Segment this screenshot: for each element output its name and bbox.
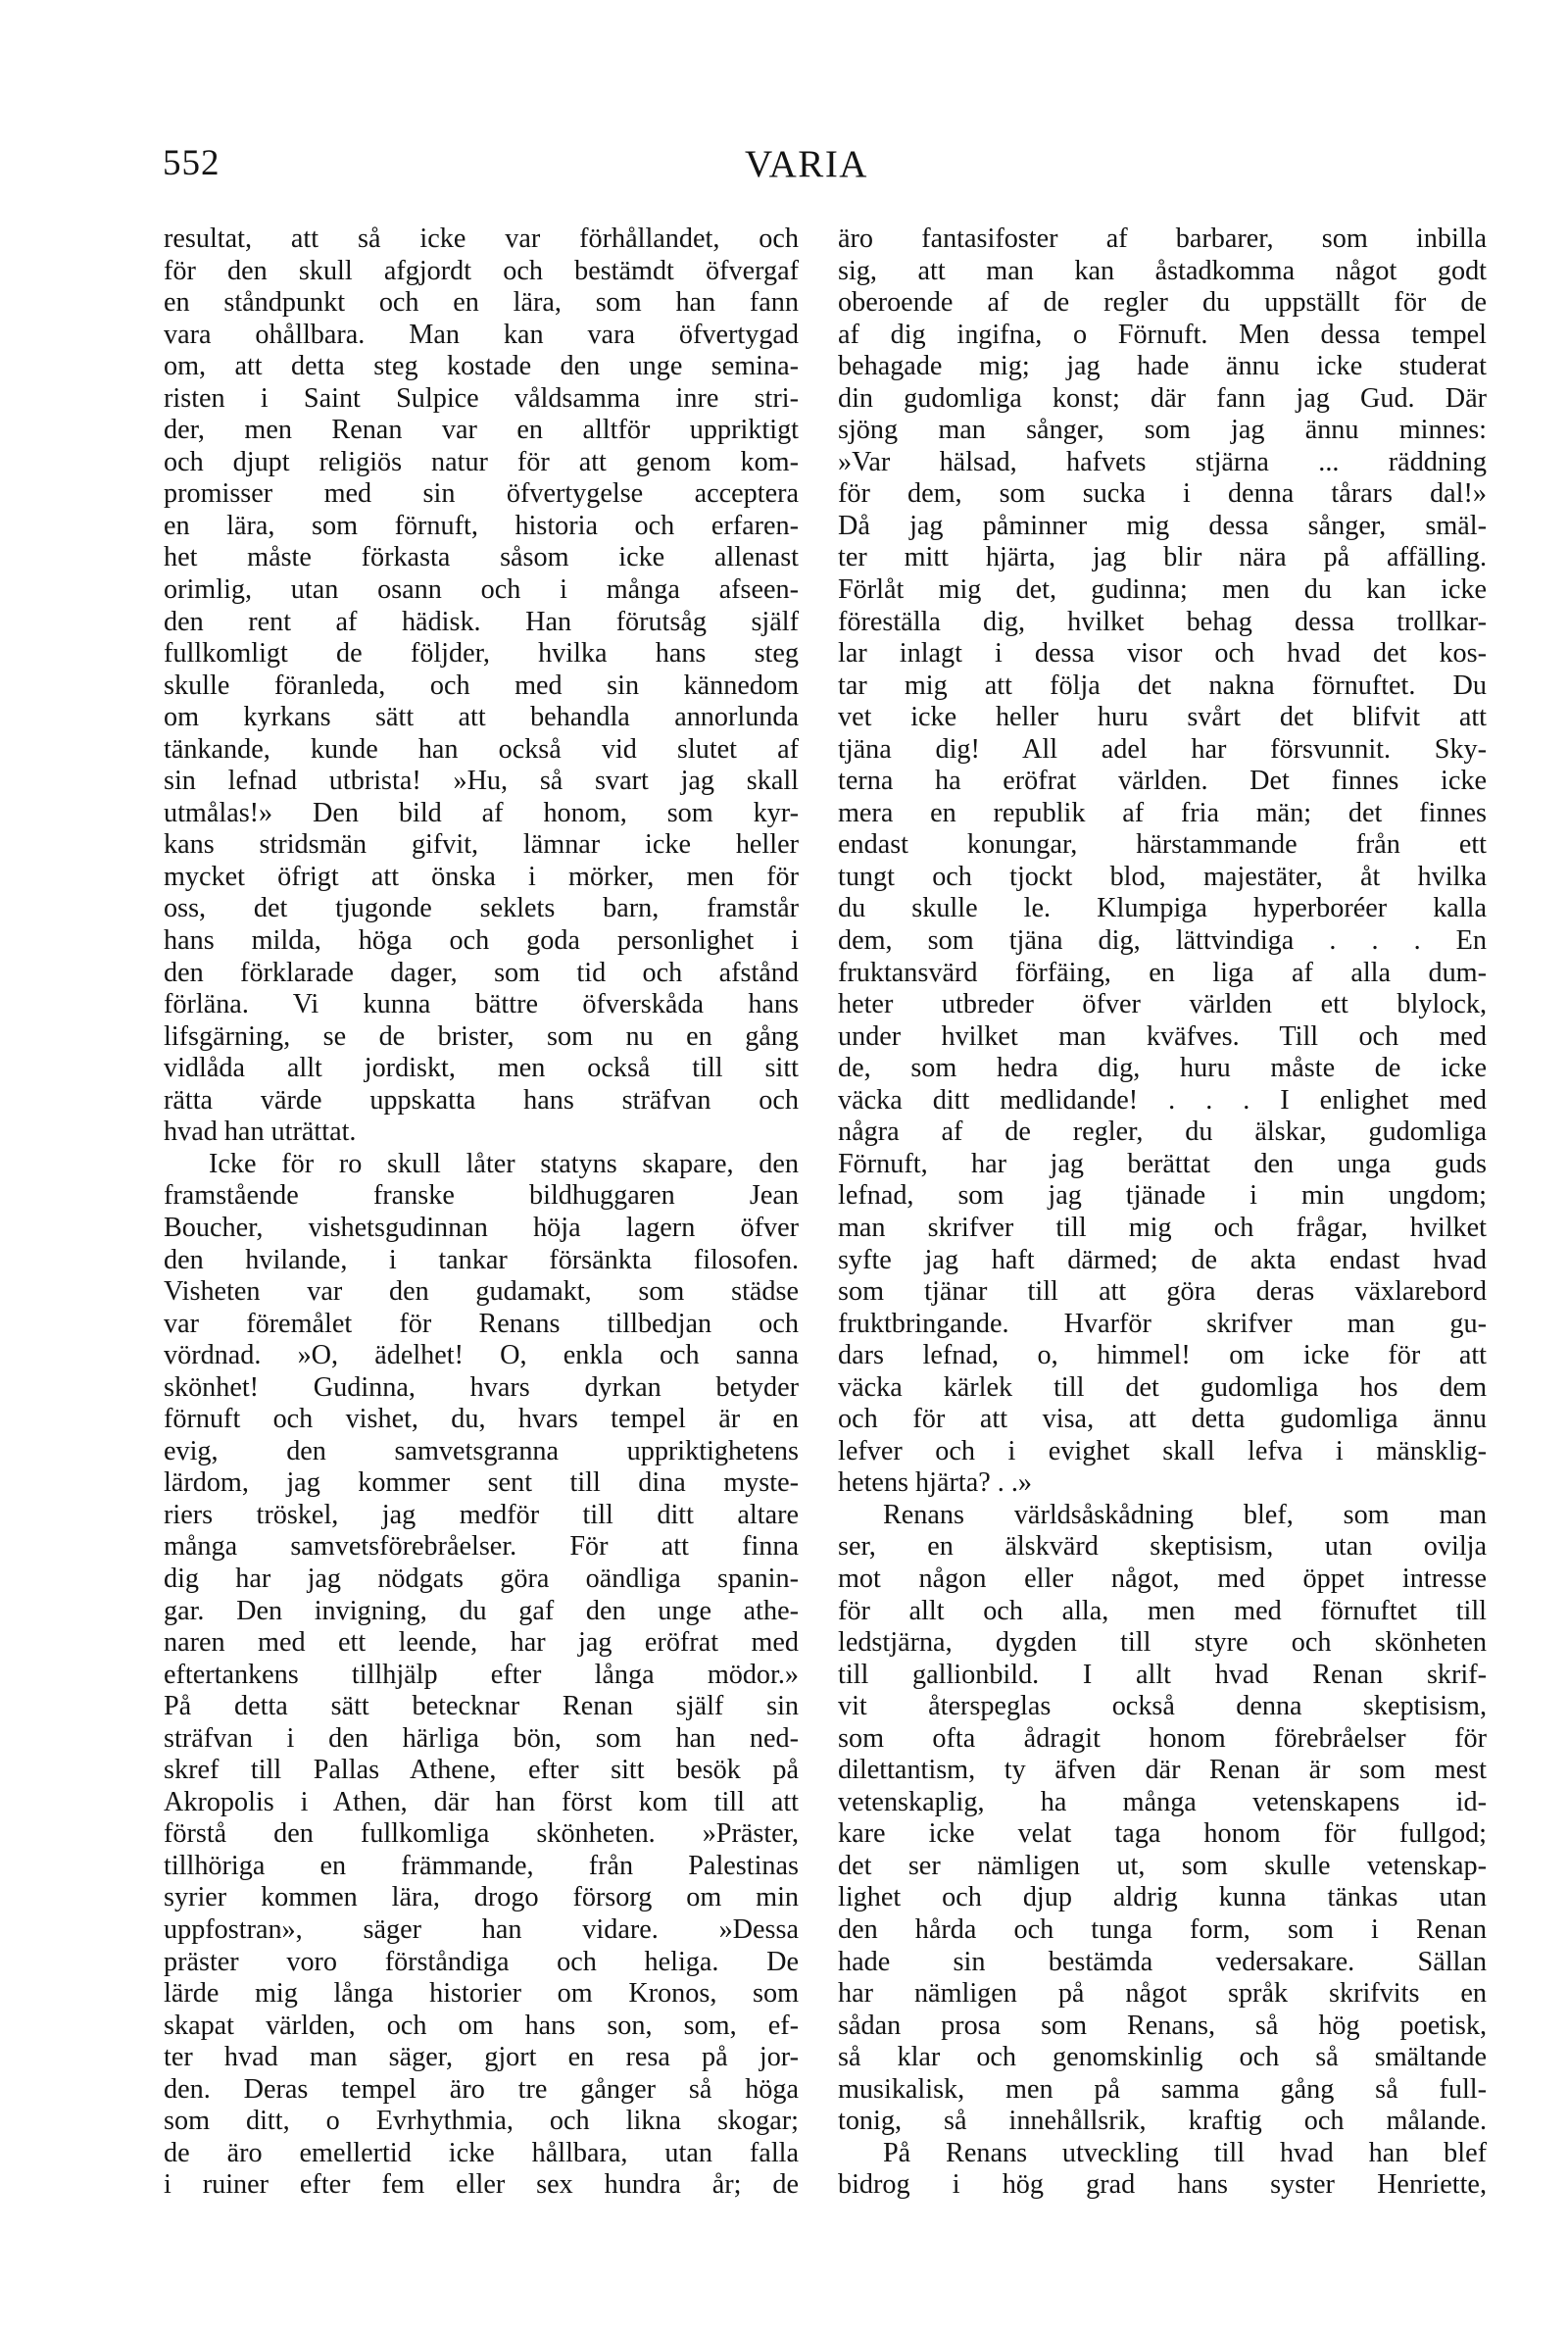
text-line: hetens hjärta? . .» [838, 1467, 1033, 1499]
text-line: framstående franske bildhuggaren Jean [164, 1180, 799, 1212]
text-line: många samvetsförebråelser. För att finna [164, 1531, 799, 1563]
text-line: kans stridsmän gifvit, lämnar icke heller [164, 829, 799, 861]
text-line: mera en republik af fria män; det finnes [838, 797, 1487, 828]
text-line: och djupt religiös natur för att genom kom- [164, 446, 799, 477]
text-line: ser, en älskvärd skeptisism, utan ovilja [838, 1531, 1487, 1563]
text-line: sådan prosa som Renans, så hög poetisk, [838, 2010, 1487, 2041]
text-line: riers tröskel, jag medför till ditt altare [164, 1499, 799, 1530]
text-line: väcka ditt medlidande! . . . I enlighet med [838, 1084, 1487, 1116]
text-line: sträfvan i den härliga bön, som han ned- [164, 1722, 799, 1754]
text-line: Då jag påminner mig dessa sånger, smäl- [838, 510, 1487, 541]
text-line: förnuft och vishet, du, hvars tempel är en [164, 1404, 799, 1435]
text-line: det ser nämligen ut, som skulle vetenskap- [838, 1850, 1487, 1881]
text-line: orimlig, utan osann och i många afseen- [164, 574, 799, 606]
text-line: dilettantism, ty äfven där Renan är som mest [838, 1755, 1487, 1786]
text-line: Renans världsåskådning blef, som man [883, 1499, 1487, 1530]
text-line: tungt och tjockt blod, majestäter, åt hvilka [838, 861, 1487, 892]
text-line: endast konungar, härstammande från ett [838, 829, 1487, 861]
text-line: som tjänar till att göra deras växlarebord [838, 1276, 1487, 1308]
text-line: vet icke heller huru svårt det blifvit att [838, 702, 1487, 733]
text-line: syrier kommen lära, drogo försorg om min [164, 1882, 799, 1913]
text-line: Förlåt mig det, gudinna; men du kan icke [838, 574, 1487, 606]
text-line: sin lefnad utbrista! »Hu, så svart jag skall [164, 766, 799, 797]
text-line: under hvilket man kväfves. Till och med [838, 1020, 1487, 1052]
text-line: dem, som tjäna dig, lättvindiga . . . En [838, 925, 1487, 957]
text-line: Förnuft, har jag berättat den unga guds [838, 1148, 1487, 1179]
text-line: för allt och alla, men med förnuftet till [838, 1595, 1487, 1626]
text-line: eftertankens tillhjälp efter långa mödor.» [164, 1659, 799, 1690]
text-line: utmålas!» Den bild af honom, som kyr- [164, 797, 799, 828]
text-line: af dig ingifna, o Förnuft. Men dessa tempel [838, 319, 1487, 350]
text-line: Akropolis i Athen, där han först kom till att [164, 1786, 799, 1817]
text-line: tjäna dig! All adel har försvunnit. Sky- [838, 733, 1487, 765]
text-line: mycket öfrigt att önska i mörker, men för [164, 861, 799, 892]
text-line: hvad han uträttat. [164, 1117, 357, 1148]
text-line: tonig, så innehållsrik, kraftig och målande. [838, 2106, 1487, 2137]
text-line: ter hvad man säger, gjort en resa på jor- [164, 2042, 799, 2073]
text-line: bidrog i hög grad hans syster Henriette, [838, 2169, 1487, 2201]
page-number: 552 [163, 143, 220, 183]
text-line: väcka kärlek till det gudomliga hos dem [838, 1371, 1487, 1403]
text-line: föreställa dig, hvilket behag dessa trollkar- [838, 606, 1487, 637]
text-line: fruktansvärd förfäing, en liga af alla dum- [838, 957, 1487, 988]
text-line: kare icke velat taga honom för fullgod; [838, 1818, 1487, 1850]
text-line: sjöng man sånger, som jag ännu minnes: [838, 415, 1487, 446]
text-line: Visheten var den gudamakt, som städse [164, 1276, 799, 1308]
text-line: vit återspeglas också denna skeptisism, [838, 1691, 1487, 1722]
text-line: för dem, som sucka i denna tårars dal!» [838, 478, 1487, 510]
text-line: skref till Pallas Athene, efter sitt besök på [164, 1755, 799, 1786]
text-line: vidlåda allt jordiskt, men också till sitt [164, 1053, 799, 1084]
text-line: tänkande, kunde han också vid slutet af [164, 733, 799, 765]
text-line: en lära, som förnuft, historia och erfaren- [164, 510, 799, 541]
text-line: vara ohållbara. Man kan vara öfvertygad [164, 319, 799, 350]
text-line: den förklarade dager, som tid och afstånd [164, 957, 799, 988]
text-line: vördnad. »O, ädelhet! O, enkla och sanna [164, 1340, 799, 1371]
text-line: äro fantasifoster af barbarer, som inbilla [838, 223, 1487, 254]
text-line: har nämligen på något språk skrifvits en [838, 1978, 1487, 2010]
text-line: der, men Renan var en alltför uppriktigt [164, 415, 799, 446]
text-line: i ruiner efter fem eller sex hundra år; de [164, 2169, 799, 2201]
text-line: oss, det tjugonde seklets barn, framstår [164, 893, 799, 924]
text-line: fullkomligt de följder, hvilka hans steg [164, 638, 799, 670]
text-line: mot någon eller något, med öppet intresse [838, 1563, 1487, 1594]
text-line: för den skull afgjordt och bestämdt öfvergaf [164, 255, 799, 286]
text-line: musikalisk, men på samma gång så full- [838, 2073, 1487, 2105]
text-line: naren med ett leende, har jag eröfrat med [164, 1627, 799, 1659]
text-line: lärdom, jag kommer sent till dina myste- [164, 1467, 799, 1499]
text-line: risten i Saint Sulpice våldsamma inre stri- [164, 382, 799, 414]
text-line: hade sin bestämda vedersakare. Sällan [838, 1946, 1487, 1977]
text-line: var föremålet för Renans tillbedjan och [164, 1308, 799, 1339]
text-line: resultat, att så icke var förhållandet, och [164, 223, 799, 254]
text-line: en ståndpunkt och en lära, som han fann [164, 287, 799, 319]
text-line: som ofta ådragit honom förebråelser för [838, 1722, 1487, 1754]
text-line: förstå den fullkomliga skönheten. »Präster, [164, 1818, 799, 1850]
text-line: ledstjärna, dygden till styre och skönheten [838, 1627, 1487, 1659]
text-line: den hvilande, i tankar försänkta filosofen. [164, 1244, 799, 1275]
text-line: skulle föranleda, och med sin kännedom [164, 670, 799, 701]
text-line: hans milda, höga och goda personlighet i [164, 925, 799, 957]
text-line: din gudomliga konst; där fann jag Gud. Där [838, 382, 1487, 414]
text-line: Boucher, vishetsgudinnan höja lagern öfver [164, 1212, 799, 1243]
left-column [164, 223, 799, 2202]
text-line: och för att visa, att detta gudomliga ännu [838, 1404, 1487, 1435]
text-line: uppfostran», säger han vidare. »Dessa [164, 1913, 799, 1945]
running-head: VARIA [745, 143, 868, 185]
text-line: gar. Den invigning, du gaf den unge athe- [164, 1595, 799, 1626]
text-line: syfte jag haft därmed; de akta endast hvad [838, 1244, 1487, 1275]
text-line: sig, att man kan åstadkomma något godt [838, 255, 1487, 286]
text-line: heter utbreder öfver världen ett blylock, [838, 989, 1487, 1020]
text-line: den. Deras tempel äro tre gånger så höga [164, 2073, 799, 2105]
text-line: lifsgärning, se de brister, som nu en gång [164, 1020, 799, 1052]
text-line: präster voro förståndiga och heliga. De [164, 1946, 799, 1977]
text-line: lefver och i evighet skall lefva i mänsklig- [838, 1435, 1487, 1466]
text-line: »Var hälsad, hafvets stjärna ... räddning [838, 446, 1487, 477]
text-line: ter mitt hjärta, jag blir nära på affälling. [838, 542, 1487, 573]
text-line: den rent af hädisk. Han förutsåg själf [164, 606, 799, 637]
text-line: förläna. Vi kunna bättre öfverskåda hans [164, 989, 799, 1020]
text-line: rätta värde uppskatta hans sträfvan och [164, 1084, 799, 1116]
text-line: skapat världen, och om hans son, som, ef- [164, 2010, 799, 2041]
text-line: skönhet! Gudinna, hvars dyrkan betyder [164, 1371, 799, 1403]
text-line: den hårda och tunga form, som i Renan [838, 1913, 1487, 1945]
text-line: Icke för ro skull låter statyns skapare, den [209, 1148, 799, 1179]
text-line: så klar och genomskinlig och så smältande [838, 2042, 1487, 2073]
text-line: lärde mig långa historier om Kronos, som [164, 1978, 799, 2010]
text-line: På detta sätt betecknar Renan själf sin [164, 1691, 799, 1722]
text-line: het måste förkasta såsom icke allenast [164, 542, 799, 573]
text-line: behagade mig; jag hade ännu icke studerat [838, 351, 1487, 382]
text-line: dars lefnad, o, himmel! om icke för att [838, 1340, 1487, 1371]
text-line: terna ha eröfrat världen. Det finnes icke [838, 766, 1487, 797]
text-line: oberoende af de regler du uppställt för de [838, 287, 1487, 319]
text-line: de, som hedra dig, huru måste de icke [838, 1053, 1487, 1084]
text-line: som ditt, o Evrhythmia, och likna skogar; [164, 2106, 799, 2137]
text-line: dig har jag nödgats göra oändliga spanin- [164, 1563, 799, 1594]
text-line: några af de regler, du älskar, gudomliga [838, 1117, 1487, 1148]
text-line: lefnad, som jag tjänade i min ungdom; [838, 1180, 1487, 1212]
right-column [838, 223, 1487, 2202]
text-line: tillhöriga en främmande, från Palestinas [164, 1850, 799, 1881]
text-line: vetenskaplig, ha många vetenskapens id- [838, 1786, 1487, 1817]
text-line: fruktbringande. Hvarför skrifver man gu- [838, 1308, 1487, 1339]
text-line: promisser med sin öfvertygelse acceptera [164, 478, 799, 510]
text-line: evig, den samvetsgranna uppriktighetens [164, 1435, 799, 1466]
text-line: tar mig att följa det nakna förnuftet. Du [838, 670, 1487, 701]
text-line: om kyrkans sätt att behandla annorlunda [164, 702, 799, 733]
text-line: till gallionbild. I allt hvad Renan skrif- [838, 1659, 1487, 1690]
text-line: lighet och djup aldrig kunna tänkas utan [838, 1882, 1487, 1913]
text-line: lar inlagt i dessa visor och hvad det kos- [838, 638, 1487, 670]
text-line: På Renans utveckling till hvad han blef [883, 2137, 1487, 2168]
text-line: om, att detta steg kostade den unge semina- [164, 351, 799, 382]
text-line: de äro emellertid icke hållbara, utan falla [164, 2137, 799, 2168]
text-line: man skrifver till mig och frågar, hvilket [838, 1212, 1487, 1243]
text-line: du skulle le. Klumpiga hyperboréer kalla [838, 893, 1487, 924]
